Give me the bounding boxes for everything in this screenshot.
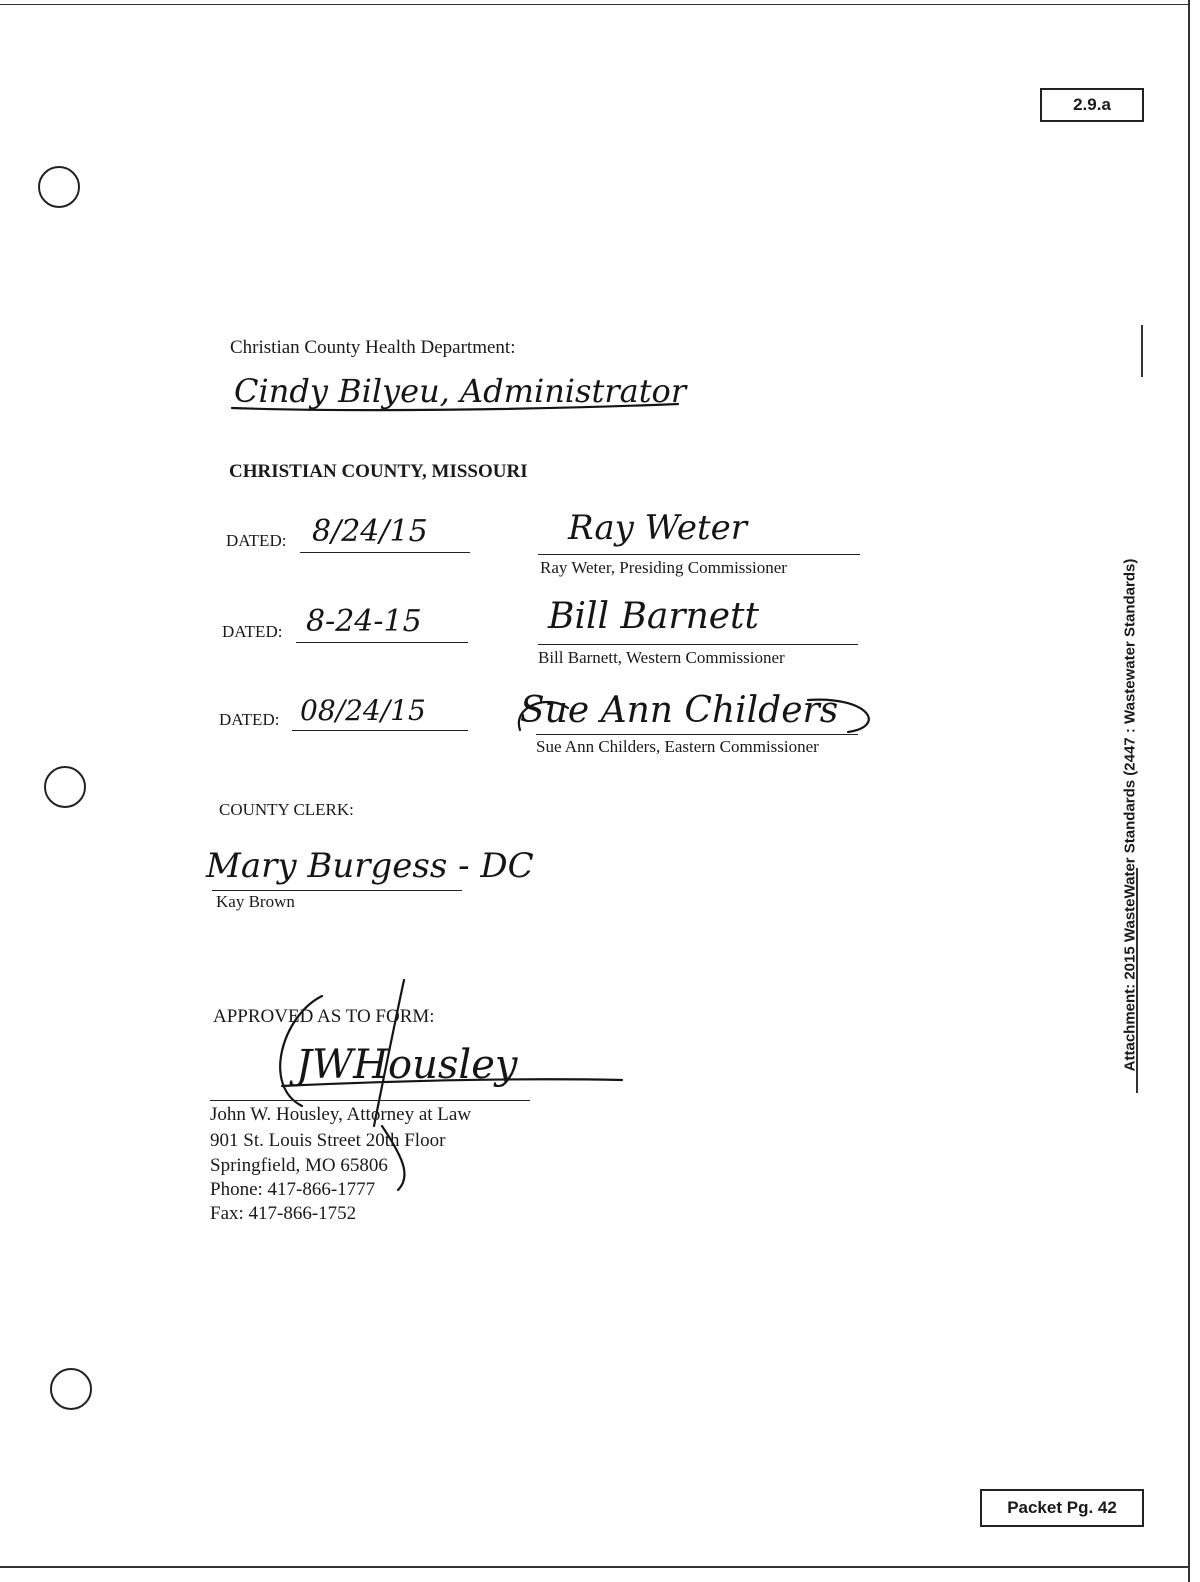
attorney-city: Springfield, MO 65806	[210, 1155, 388, 1176]
margin-mark-top	[1141, 325, 1143, 377]
attorney-street: 901 St. Louis Street 20th Floor	[210, 1130, 446, 1151]
page-top-edge	[0, 4, 1190, 5]
commissioner-name-title: Ray Weter, Presiding Commissioner	[540, 558, 787, 577]
page-bottom-edge	[0, 1566, 1190, 1568]
county-clerk-name: Kay Brown	[216, 892, 295, 911]
county-clerk-signature: Mary Burgess - DC	[206, 846, 534, 886]
health-department-signature-text: Cindy Bilyeu, Administrator	[234, 372, 687, 410]
date-handwritten: 8-24-15	[306, 604, 422, 639]
packet-page-badge	[980, 1489, 1144, 1527]
item-number: 2.9.a	[1073, 95, 1111, 114]
health-department-signature	[228, 368, 688, 423]
commissioner-signature: Bill Barnett	[548, 596, 759, 637]
packet-page-number: Packet Pg. 42	[1007, 1498, 1117, 1517]
punch-hole-top	[38, 166, 80, 208]
county-clerk-heading: COUNTY CLERK:	[219, 800, 354, 819]
punch-hole-middle	[44, 766, 86, 808]
health-department-signature-stroke	[228, 368, 688, 423]
commissioner-signature: Ray Weter	[568, 508, 747, 548]
county-heading: CHRISTIAN COUNTY, MISSOURI	[229, 461, 528, 482]
date-handwritten: 08/24/15	[300, 694, 426, 727]
attorney-name: John W. Housley, Attorney at Law	[210, 1104, 472, 1125]
clerk-signature-line	[212, 890, 462, 891]
item-number-badge	[1040, 88, 1144, 122]
dated-label: DATED:	[222, 622, 283, 641]
health-department-heading: Christian County Health Department:	[230, 337, 516, 358]
page-right-edge	[1188, 0, 1190, 1582]
commissioner-name-title: Bill Barnett, Western Commissioner	[538, 648, 785, 667]
attorney-signature-line	[210, 1100, 530, 1101]
date-line	[292, 730, 468, 731]
punch-hole-bottom	[50, 1368, 92, 1410]
commissioner-name-title: Sue Ann Childers, Eastern Commissioner	[536, 737, 819, 756]
approval-heading: APPROVED AS TO FORM:	[213, 1006, 435, 1027]
dated-label: DATED:	[226, 531, 287, 550]
attorney-phone: Phone: 417-866-1777	[210, 1179, 376, 1200]
date-line	[296, 642, 468, 643]
date-handwritten: 8/24/15	[312, 514, 428, 549]
date-line	[300, 552, 470, 553]
signature-line	[536, 734, 858, 735]
signature-line	[538, 644, 858, 645]
attorney-fax: Fax: 417-866-1752	[210, 1203, 357, 1224]
attachment-side-label: Attachment: 2015 WasteWater Standards (2447 : Wastewater Standards)	[1121, 558, 1139, 1072]
dated-label: DATED:	[219, 710, 280, 729]
attorney-signature: JWHousley	[296, 1042, 518, 1088]
commissioner-signature: Sue Ann Childers	[520, 690, 839, 731]
signature-line	[538, 554, 860, 555]
